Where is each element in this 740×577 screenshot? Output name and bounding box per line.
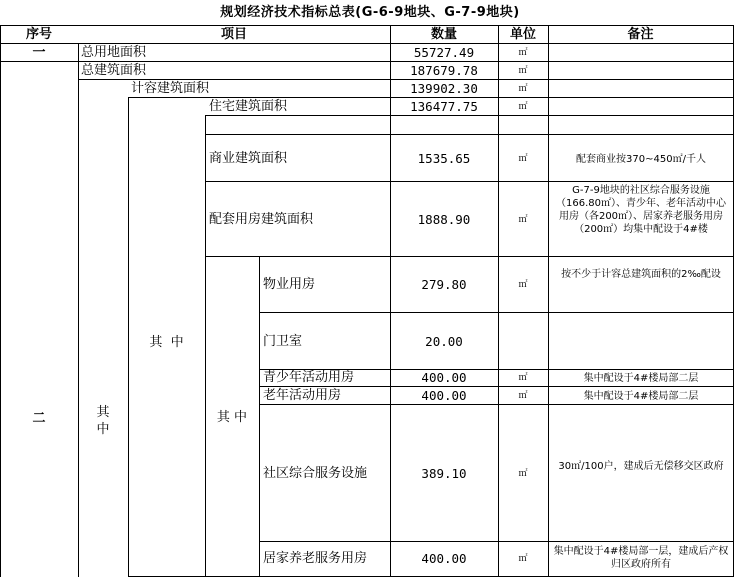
header-item: 项目 [220,27,247,42]
label-property-mgmt: 物业用房 [263,277,316,292]
qizhong-right: 其 中 [216,410,248,425]
qty-commercial: 1535.65 [417,151,471,166]
label-youth-center: 青少年活动用房 [263,370,355,385]
grid-line [0,61,733,62]
grid-line [259,256,260,577]
qty-land-area: 55727.49 [413,45,475,60]
remark-youth-center: 集中配设于4#楼局部二层 [583,373,699,384]
label-far-area: 计容建筑面积 [131,81,210,96]
header-remark: 备注 [627,27,654,42]
label-residential: 住宅建筑面积 [209,99,288,114]
label-guard-room: 门卫室 [263,334,303,349]
unit-property-mgmt: ㎡ [518,280,528,290]
grid-line [205,134,733,135]
qty-youth-center: 400.00 [421,370,467,385]
unit-youth-center: ㎡ [518,373,528,383]
grid-line [259,541,733,542]
label-community-service: 社区综合服务设施 [263,466,368,481]
seq-two: 二 [32,411,46,426]
label-home-elderly: 居家养老服务用房 [263,551,368,566]
grid-line [0,25,1,577]
unit-residential: ㎡ [518,102,528,112]
grid-line [205,115,206,577]
grid-line [733,25,734,577]
qty-residential: 136477.75 [410,99,478,114]
remark-commercial: 配套商业按370~450㎡/千人 [576,154,706,165]
remark-property-mgmt: 按不少于计容总建筑面积的2‰配设 [561,269,721,280]
qty-community-service: 389.10 [421,466,467,481]
qizhong-left: 其 中 [96,405,110,437]
qty-property-mgmt: 279.80 [421,277,467,292]
qty-home-elderly: 400.00 [421,551,467,566]
grid-line [548,25,549,577]
grid-line [78,43,79,577]
qizhong-mid: 其 中 [149,335,184,350]
grid-line [259,312,733,313]
remark-home-elderly: 集中配设于4#楼局部一层，建成后产权归区政府所有 [553,546,729,570]
grid-line [0,25,733,26]
remark-elderly-center: 集中配设于4#楼局部二层 [583,391,699,402]
unit-supporting: ㎡ [518,215,528,225]
unit-far-area: ㎡ [518,84,528,94]
label-elderly-center: 老年活动用房 [263,388,342,403]
unit-home-elderly: ㎡ [518,554,528,564]
grid-line [205,181,733,182]
unit-elderly-center: ㎡ [518,391,528,401]
table-title: 规划经济技术指标总表(G-6-9地块、G-7-9地块) [220,5,520,20]
unit-total-floor-area: ㎡ [518,66,528,76]
label-commercial: 商业建筑面积 [209,151,288,166]
grid-line [205,115,733,116]
qty-elderly-center: 400.00 [421,388,467,403]
remark-community-service: 30㎡/100户，建成后无偿移交区政府 [558,461,724,472]
seq-one: 一 [32,45,46,60]
label-land-area: 总用地面积 [81,45,147,60]
unit-commercial: ㎡ [518,154,528,164]
qty-total-floor-area: 187679.78 [410,63,478,78]
grid-line [205,256,733,257]
unit-land-area: ㎡ [518,48,528,58]
qty-supporting: 1888.90 [417,212,471,227]
unit-community-service: ㎡ [518,469,528,479]
label-total-floor-area: 总建筑面积 [81,63,147,78]
grid-line [259,386,733,387]
grid-line [128,97,733,98]
qty-far-area: 139902.30 [410,81,478,96]
qty-guard-room: 20.00 [425,334,463,349]
grid-line [78,79,733,80]
remark-supporting: G-7-9地块的社区综合服务设施（166.80㎡）、青少年、老年活动中心用房（各200㎡）、居家养老服务用房（200㎡）均集中配设于4#楼 [556,185,726,235]
header-unit: 单位 [509,27,536,42]
header-seq: 序号 [25,27,52,42]
header-quantity: 数量 [430,27,457,42]
grid-line [0,43,733,44]
label-supporting: 配套用房建筑面积 [209,212,314,227]
grid-line [259,404,733,405]
